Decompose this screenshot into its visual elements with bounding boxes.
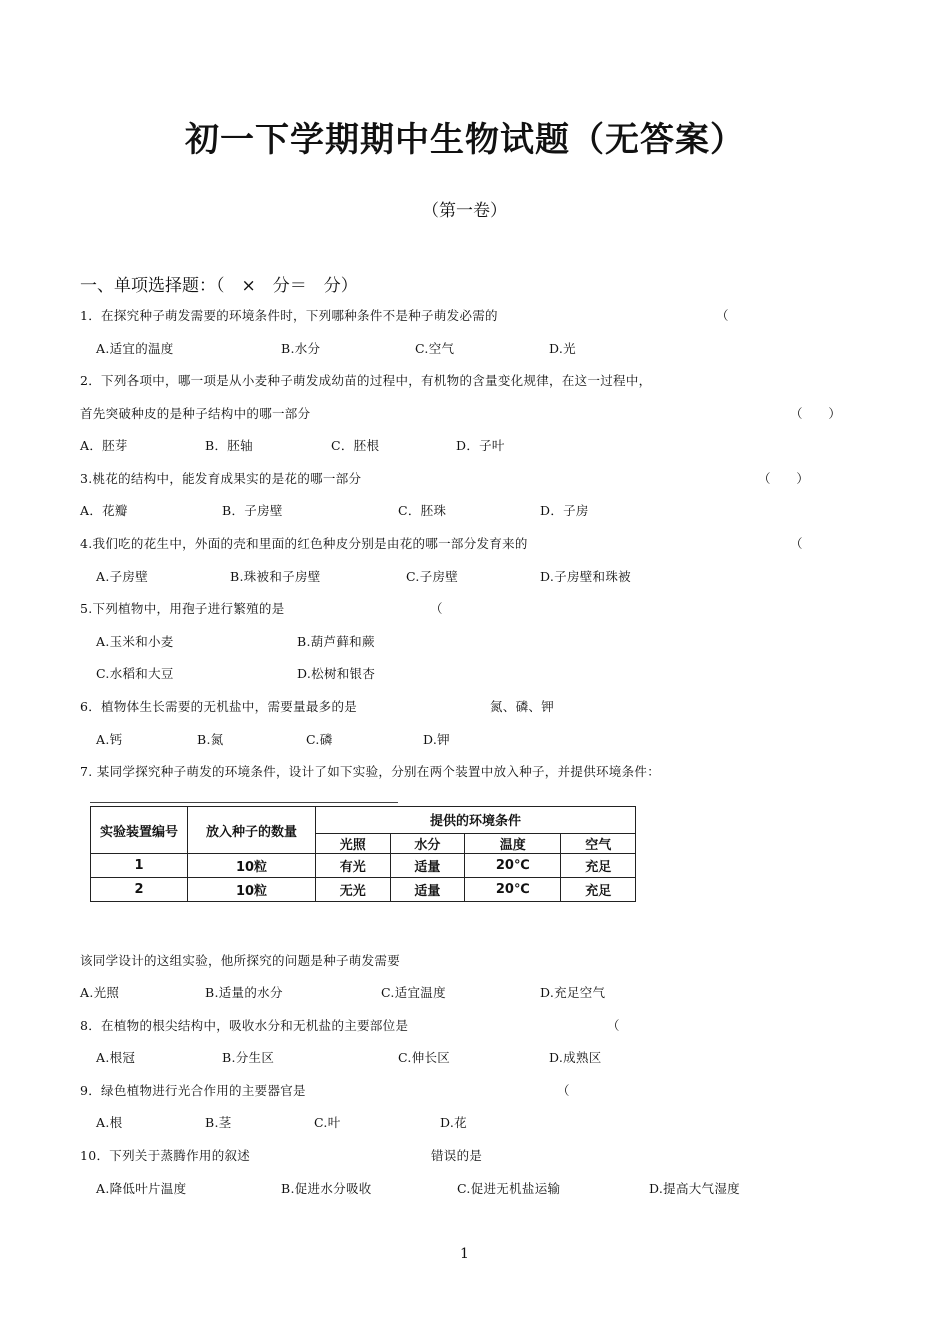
q6-option-d: D.钾 [423,732,450,747]
question-2: 2．下列各项中，哪一项是从小麦种子萌发成幼苗的过程中，有机物的含量变化规律，在这一过程中， [80,373,652,388]
question-6: 6．植物体生长需要的无机盐中，需要量最多的是 [80,699,358,714]
q5-option-c: C.水稻和大豆 [96,666,174,681]
q3-option-a: A．花瓣 [80,503,128,518]
q10-option-c: C.促进无机盐运输 [457,1181,561,1196]
cell-id: 2 [91,878,188,902]
question-7-followup: 该同学设计的这组实验，他所探究的问题是种子萌发需要 [80,953,401,968]
question-1: 1．在探究种子萌发需要的环境条件时，下列哪种条件不是种子萌发必需的 [80,308,498,323]
q10-option-b: B.促进水分吸收 [281,1181,372,1196]
cell-light: 有光 [316,854,391,878]
q4-option-a: A.子房壁 [96,569,149,584]
question-6-paren: 氮、磷、钾 [490,699,555,714]
header-seed-count: 放入种子的数量 [188,807,316,854]
cell-light: 无光 [316,878,391,902]
question-9-paren: （ [557,1083,570,1098]
q8-option-c: C.伸长区 [398,1050,451,1065]
q7-option-d: D.充足空气 [540,985,606,1000]
cell-temp: 20℃ [465,854,561,878]
cell-water: 适量 [390,878,465,902]
question-2-line2: 首先突破种皮的是种子结构中的哪一部分 [80,406,311,421]
q2-option-c: C．胚根 [331,438,380,453]
q3-option-d: D．子房 [540,503,589,518]
q9-option-b: B.茎 [205,1115,232,1130]
q10-option-d: D.提高大气湿度 [649,1181,740,1196]
q8-option-d: D.成熟区 [549,1050,602,1065]
question-7: 7. 某同学探究种子萌发的环境条件，设计了如下实验，分别在两个装置中放入种子，并提供环境条件： [80,764,661,779]
volume-subtitle: （第一卷） [422,201,507,221]
question-3: 3.桃花的结构中，能发育成果实的是花的哪一部分 [80,471,362,486]
question-2-paren: （ ） [790,406,842,421]
cell-air: 充足 [561,854,636,878]
q7-option-c: C.适宜温度 [381,985,446,1000]
q1-option-c: C.空气 [415,341,455,356]
question-9: 9．绿色植物进行光合作用的主要器官是 [80,1083,306,1098]
question-5-paren: （ [430,601,443,616]
q6-option-c: C.磷 [306,732,333,747]
header-temp: 温度 [465,833,561,854]
q8-option-a: A.根冠 [96,1050,136,1065]
q9-option-a: A.根 [96,1115,123,1130]
q10-option-a: A.降低叶片温度 [96,1181,187,1196]
header-device-id: 实验装置编号 [91,807,188,854]
q8-option-b: B.分生区 [222,1050,275,1065]
q2-option-d: D．子叶 [456,438,505,453]
page-title: 初一下学期期中生物试题（无答案） [185,120,745,160]
table-row [91,878,636,902]
q3-option-c: C．胚珠 [398,503,447,518]
q1-option-b: B.水分 [281,341,321,356]
question-10-paren: 错误的是 [431,1148,483,1163]
q5-option-a: A.玉米和小麦 [96,634,174,649]
q7-option-a: A.光照 [80,985,120,1000]
cell-count: 10粒 [188,854,316,878]
header-water: 水分 [390,833,465,854]
question-4-paren: （ [790,536,803,551]
question-1-paren: （ [716,308,729,323]
table-top-rule [90,802,398,803]
q9-option-d: D.花 [440,1115,467,1130]
page-number: 1 [460,1246,469,1262]
q2-option-a: A．胚芽 [80,438,128,453]
q4-option-d: D.子房壁和珠被 [540,569,631,584]
table-row [91,854,636,878]
q6-option-a: A.钙 [96,732,123,747]
q4-option-b: B.珠被和子房壁 [230,569,321,584]
q1-option-a: A.适宜的温度 [96,341,174,356]
q4-option-c: C.子房壁 [406,569,459,584]
header-air: 空气 [561,833,636,854]
q5-option-b: B.葫芦藓和蕨 [297,634,375,649]
q6-option-b: B.氮 [197,732,224,747]
question-3-paren: （ ） [758,471,810,486]
section-heading: 一、单项选择题：（ × 分＝ 分） [80,276,358,296]
question-5: 5.下列植物中，用孢子进行繁殖的是 [80,601,285,616]
cell-count: 10粒 [188,878,316,902]
header-light: 光照 [316,833,391,854]
q9-option-c: C.叶 [314,1115,341,1130]
header-env-conditions: 提供的环境条件 [316,807,636,834]
question-8: 8．在植物的根尖结构中，吸收水分和无机盐的主要部位是 [80,1018,409,1033]
question-10: 10．下列关于蒸腾作用的叙述 [80,1148,251,1163]
cell-id: 1 [91,854,188,878]
question-8-paren: （ [607,1018,620,1033]
q7-option-b: B.适量的水分 [205,985,283,1000]
experiment-table [90,806,636,902]
q3-option-b: B．子房壁 [222,503,283,518]
cell-temp: 20℃ [465,878,561,902]
question-4: 4.我们吃的花生中，外面的壳和里面的红色种皮分别是由花的哪一部分发育来的 [80,536,528,551]
cell-water: 适量 [390,854,465,878]
cell-air: 充足 [561,878,636,902]
q2-option-b: B．胚轴 [205,438,253,453]
q5-option-d: D.松树和银杏 [297,666,376,681]
q1-option-d: D.光 [549,341,576,356]
